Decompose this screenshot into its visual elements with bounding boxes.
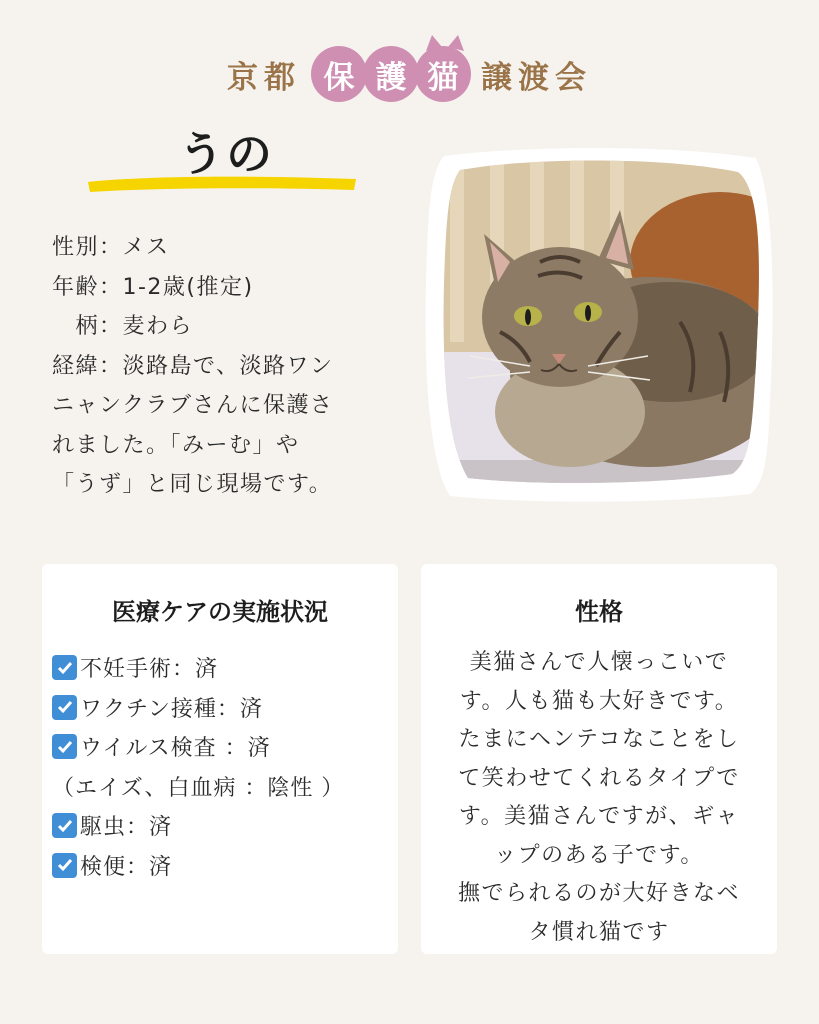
cat-name: うの: [178, 127, 274, 181]
personality-line: たまにヘンテコなことをし: [458, 727, 740, 752]
personality-line: て笑わせてくれるタイプで: [458, 765, 740, 791]
list-item: [52, 688, 392, 728]
personality-card: [421, 564, 777, 954]
personality-line: タ慣れ猫です: [528, 919, 670, 945]
checkmark-icon: [52, 813, 77, 838]
event-title-left: 京都: [227, 59, 301, 96]
profile-history-line: 経緯：淡路島で、淡路ワン: [52, 353, 334, 379]
personality-line: す。人も猫も大好きです。: [459, 688, 739, 714]
personality-line: ップのある子です。: [494, 842, 704, 868]
badge-char-text: 猫: [427, 59, 459, 96]
list-item: [52, 846, 392, 886]
personality-card-title: 性格: [575, 598, 623, 626]
medical-item-text: 検便：済: [80, 854, 173, 880]
medical-list: [52, 648, 392, 885]
medical-item-text: ウイルス検査 ：済: [80, 736, 271, 762]
list-item: [52, 727, 392, 767]
cat-ears-icon: [424, 35, 466, 51]
cat-photo-frame: [420, 142, 776, 506]
profile-age: 年齢：1-2歳(推定): [52, 274, 254, 300]
list-item: [52, 806, 392, 846]
profile-sex: 性別：メス: [52, 235, 170, 260]
event-title: [0, 42, 819, 106]
personality-line: 美猫さんで人懐っこいで: [469, 650, 729, 675]
medical-item-text: ワクチン接種：済: [80, 696, 263, 722]
checkmark-icon: [52, 655, 77, 680]
personality-text: [435, 644, 763, 952]
event-title-right: 譲渡会: [481, 59, 592, 96]
list-item: [52, 648, 392, 688]
personality-line: す。美猫さんですが、ギャ: [458, 804, 740, 829]
personality-line: 撫でられるのが大好きなベ: [457, 881, 740, 906]
medical-card-title: 医療ケアの実施状況: [112, 598, 328, 626]
medical-note: （エイズ、白血病 ：陰性 ）: [52, 775, 345, 801]
event-title-badges: [311, 46, 471, 102]
cat-photo: [420, 142, 776, 506]
profile-history-line: ニャンクラブさんに保護さ: [52, 393, 334, 418]
profile-history-line: 「うず」と同じ現場です。: [52, 472, 333, 497]
checkmark-icon: [52, 853, 77, 878]
cat-profile: [52, 228, 397, 505]
checkmark-icon: [52, 734, 77, 759]
cat-name-block: [84, 118, 360, 198]
profile-pattern: 柄：麦わら: [52, 314, 194, 339]
badge-char: [415, 46, 471, 102]
profile-history-line: れました。「みーむ」や: [52, 432, 300, 458]
medical-item-text: 不妊手術：済: [80, 657, 219, 683]
badge-char: 護: [363, 46, 419, 102]
checkmark-icon: [52, 695, 77, 720]
badge-char: 保: [311, 46, 367, 102]
medical-care-card: [42, 564, 398, 954]
medical-item-text: 駆虫：済: [80, 815, 173, 841]
